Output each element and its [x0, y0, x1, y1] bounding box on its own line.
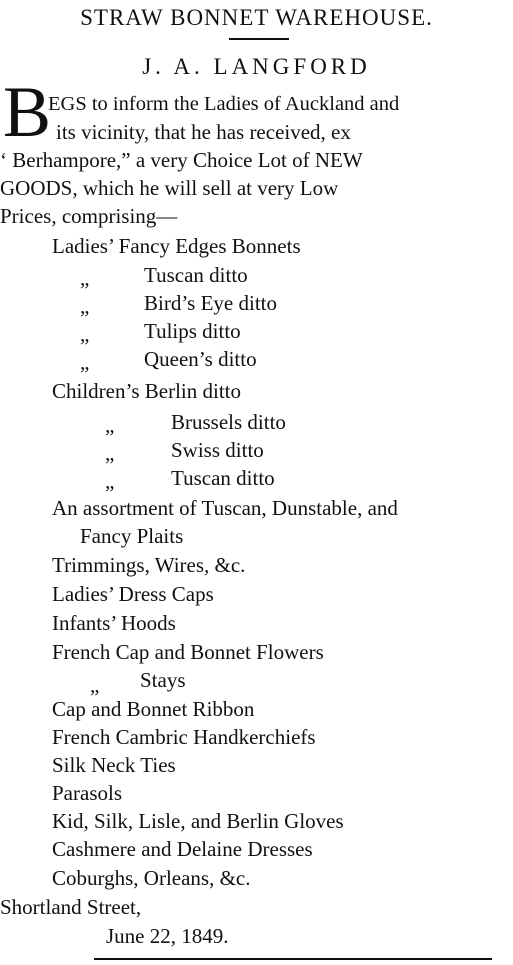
list-item: Cashmere and Delaine Dresses [52, 837, 313, 861]
list-item: Parasols [52, 781, 122, 805]
list-item: Trimmings, Wires, &c. [52, 553, 246, 577]
list-item: Tuscan ditto [144, 263, 248, 287]
ditto-mark: „ [105, 469, 115, 493]
intro-line: Prices, comprising— [0, 204, 178, 228]
list-item: Stays [140, 668, 186, 692]
list-item: Fancy Plaits [80, 524, 184, 548]
ditto-mark: „ [90, 673, 100, 697]
ditto-mark: „ [80, 322, 90, 346]
list-item: French Cambric Handkerchiefs [52, 725, 316, 749]
list-item: Infants’ Hoods [52, 611, 176, 635]
ditto-mark: „ [105, 441, 115, 465]
list-item: Tuscan ditto [171, 466, 275, 490]
intro-line: EGS to inform the Ladies of Auckland and [48, 93, 400, 115]
address-date: June 22, 1849. [106, 924, 229, 948]
address-street: Shortland Street, [0, 895, 142, 919]
merchant-name: J. A. LANGFORD [142, 54, 371, 79]
list-item: French Cap and Bonnet Flowers [52, 640, 324, 664]
list-item: Coburghs, Orleans, &c. [52, 866, 251, 890]
list-item: An assortment of Tuscan, Dunstable, and [52, 496, 398, 520]
list-item: Kid, Silk, Lisle, and Berlin Gloves [52, 809, 344, 833]
ditto-mark: „ [80, 294, 90, 318]
list-item: Children’s Berlin ditto [52, 379, 241, 403]
heading-divider [229, 38, 289, 40]
list-item: Silk Neck Ties [52, 753, 176, 777]
ditto-mark: „ [80, 350, 90, 374]
list-item: Bird’s Eye ditto [144, 291, 277, 315]
list-item: Cap and Bonnet Ribbon [52, 697, 255, 721]
list-item: Ladies’ Dress Caps [52, 582, 214, 606]
bottom-divider [94, 958, 492, 960]
intro-line: GOODS, which he will sell at very Low [0, 176, 339, 200]
intro-line: its vicinity, that he has received, ex [56, 120, 351, 144]
drop-cap: B [3, 72, 52, 152]
list-item: Brussels ditto [171, 410, 286, 434]
list-item: Swiss ditto [171, 438, 264, 462]
advertisement-heading: STRAW BONNET WAREHOUSE. [80, 5, 433, 30]
ditto-mark: „ [80, 266, 90, 290]
list-item: Tulips ditto [144, 319, 241, 343]
list-item: Ladies’ Fancy Edges Bonnets [52, 234, 301, 258]
intro-line: ‘ Berhampore,” a very Choice Lot of NEW [0, 148, 363, 172]
ditto-mark: „ [105, 413, 115, 437]
list-item: Queen’s ditto [144, 347, 257, 371]
